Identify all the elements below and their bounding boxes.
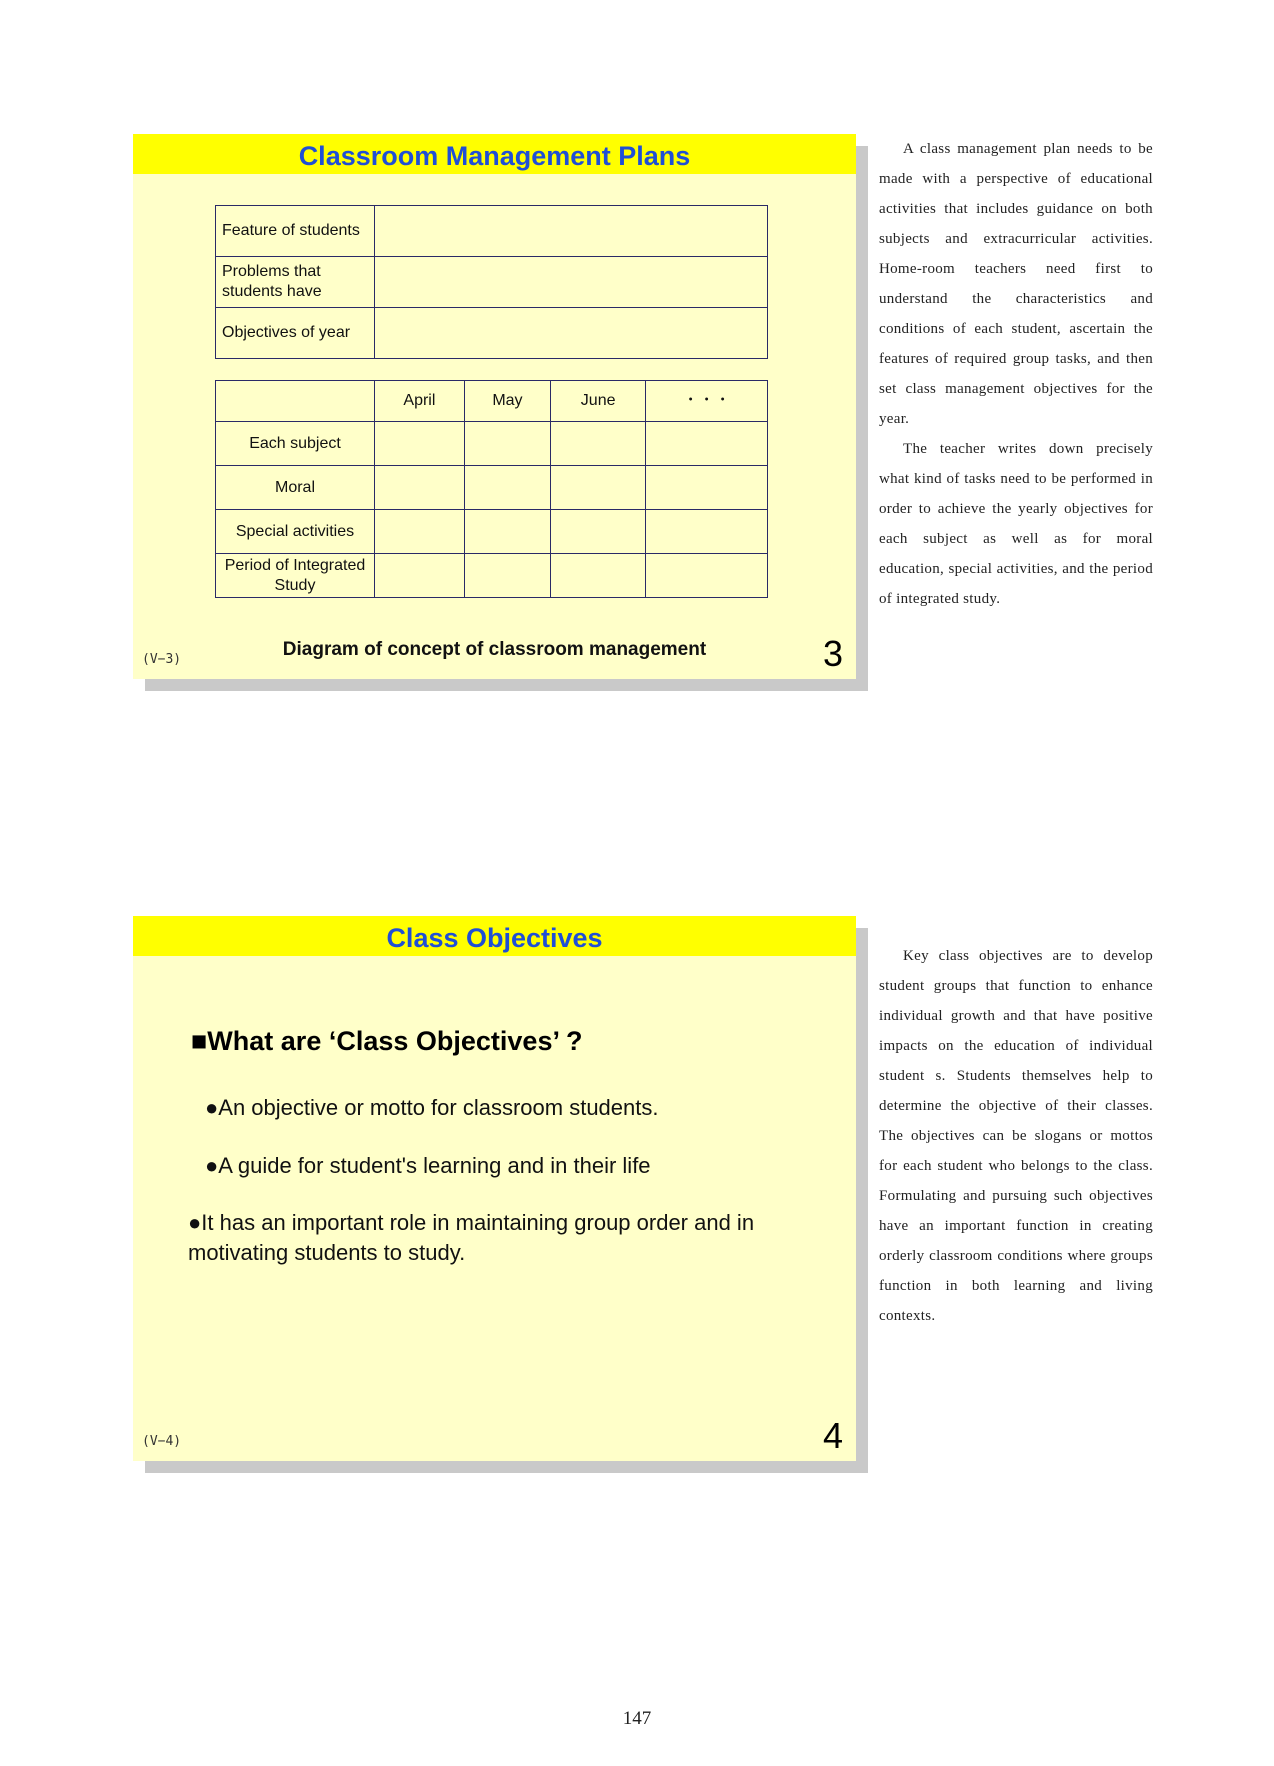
table-cell [551,422,646,466]
table-cell [464,422,550,466]
side-text-1 [879,134,1153,614]
slide-number: 3 [822,633,843,674]
slide-id: (V−4) [142,1434,182,1449]
table-cell [646,422,768,466]
table-cell [464,510,550,554]
column-header: April [375,381,465,422]
table-corner-cell [216,381,375,422]
objectives-heading: ■What are ‘Class Objectives’ ? [191,1026,583,1056]
table-cell [375,466,465,510]
table-cell [375,206,768,257]
table-cell [375,510,465,554]
table-cell [464,466,550,510]
paragraph: A class management plan needs to be made with a perspective of educational activities that includes guidance on both subjects and extracurricular activities. Home-room teachers need first to understand the characteristics and conditions of each student, ascertain the features of required group tasks, and then set class management objectives for the year. [879,141,1153,427]
paragraph: Key class objectives are to develop student groups that function to enhance individual growth and that have positive impacts on the education of individual student s. Students themselves help to determine the objective of their classes. The objectives can be slogans or mottos for each student who belongs to the class. Formulating and pursuing such objectives have an important function in creating orderly classroom conditions where groups function in both learning and living contexts. [879,948,1153,1324]
table-cell [551,466,646,510]
table-cell [375,422,465,466]
column-header: ・・・ [646,381,768,422]
table-cell [375,308,768,359]
column-header: May [464,381,550,422]
table-row-label: Special activities [216,510,375,554]
slide-number: 4 [822,1415,843,1456]
table-cell [646,466,768,510]
slide-id: (V−3) [142,652,182,667]
table-cell [375,554,465,598]
table-row-label: Moral [216,466,375,510]
table-row-label: Problems that students have [216,257,375,308]
table-cell [375,257,768,308]
slide-title: Classroom Management Plans [133,134,856,174]
table-row-label: Objectives of year [216,308,375,359]
table-cell [646,554,768,598]
side-text-2 [879,941,1153,1331]
table-cell [551,554,646,598]
plan-table-top [215,205,768,359]
plan-table-monthly [215,380,768,598]
slide-classroom-management-plans [133,134,856,679]
slide-title: Class Objectives [133,916,856,956]
slide-class-objectives [133,916,856,1461]
table-row-label: Feature of students [216,206,375,257]
page-number: 147 [622,1708,652,1729]
table-cell [646,510,768,554]
bullet-item: ●An objective or motto for classroom students. [205,1095,659,1120]
bullet-item: ●It has an important role in maintaining group order and in motivating students to study. [188,1210,755,1265]
table-row-label: Period of Integrated Study [216,554,375,598]
bullet-item: ●A guide for student's learning and in their life [205,1153,651,1178]
table-cell [551,510,646,554]
table-cell [464,554,550,598]
slide-caption: Diagram of concept of classroom management [282,639,707,660]
table-row-label: Each subject [216,422,375,466]
paragraph: The teacher writes down precisely what kind of tasks need to be performed in order to achieve the yearly objectives for each subject as well as for moral education, special activities, and the period of integrated study. [879,441,1153,607]
column-header: June [551,381,646,422]
